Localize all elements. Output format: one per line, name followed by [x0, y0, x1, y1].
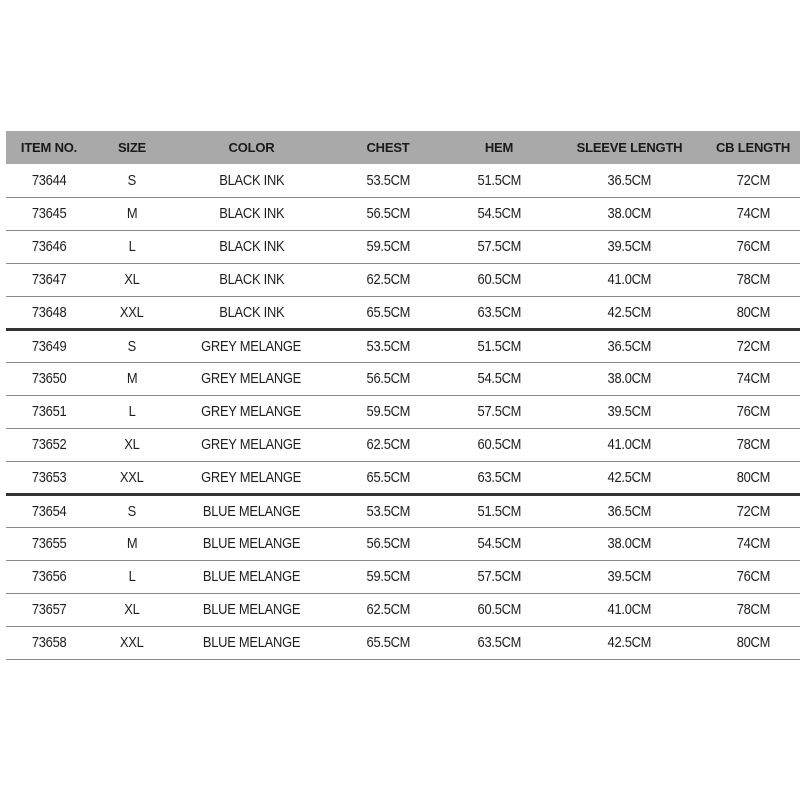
- item-no-value: 73652: [31, 436, 67, 453]
- chest-value: 65.5CM: [366, 468, 410, 486]
- chest-value: 53.5CM: [366, 171, 410, 189]
- hem-value: 57.5CM: [477, 403, 521, 420]
- cell-item-no: [6, 197, 92, 230]
- cell-cb-length: [706, 527, 800, 560]
- size-value: L: [128, 403, 136, 420]
- color-value: BLACK INK: [218, 303, 285, 321]
- cell-chest: [331, 230, 445, 263]
- sleeve-length-value: 41.0CM: [607, 601, 652, 618]
- cell-size: [92, 164, 172, 197]
- size-value: XXL: [120, 634, 144, 651]
- sleeve-length-value: 36.5CM: [607, 502, 652, 520]
- item-no-value: 73657: [31, 601, 67, 618]
- cell-sleeve-length: [553, 197, 706, 230]
- cell-color: [172, 296, 331, 329]
- cell-hem: [445, 395, 553, 428]
- sleeve-length-value: 41.0CM: [607, 271, 652, 288]
- size-value: M: [126, 205, 138, 222]
- cb-length-value: 74CM: [736, 205, 770, 222]
- hem-value: 63.5CM: [477, 303, 521, 321]
- cell-cb-length: [706, 395, 800, 428]
- cb-length-value: 72CM: [736, 502, 770, 520]
- cell-color: [172, 494, 331, 527]
- cell-item-no: [6, 626, 92, 659]
- chest-value: 65.5CM: [366, 634, 410, 651]
- size-value: M: [126, 370, 138, 387]
- cell-hem: [445, 626, 553, 659]
- cell-chest: [331, 197, 445, 230]
- cell-item-no: [6, 593, 92, 626]
- sleeve-length-value: 39.5CM: [607, 238, 652, 255]
- color-value: BLACK INK: [218, 238, 285, 255]
- cb-length-value: 80CM: [736, 303, 770, 321]
- item-no-value: 73655: [31, 535, 67, 552]
- color-value: BLACK INK: [218, 271, 285, 288]
- cell-hem: [445, 230, 553, 263]
- cell-chest: [331, 428, 445, 461]
- chest-value: 62.5CM: [366, 601, 410, 618]
- size-value: L: [128, 238, 136, 255]
- cb-length-value: 80CM: [736, 468, 770, 486]
- chest-value: 53.5CM: [366, 337, 410, 355]
- header-cb-length: CB LENGTH: [715, 140, 791, 155]
- size-value: XL: [124, 601, 140, 618]
- cb-length-value: 74CM: [736, 535, 770, 552]
- cell-chest: [331, 263, 445, 296]
- cell-chest: [331, 527, 445, 560]
- cell-chest: [331, 560, 445, 593]
- header-chest: CHEST: [366, 140, 410, 155]
- color-value: BLACK INK: [218, 171, 285, 189]
- cell-hem: [445, 593, 553, 626]
- cell-hem: [445, 560, 553, 593]
- cell-size: [92, 461, 172, 494]
- chest-value: 62.5CM: [366, 271, 410, 288]
- cell-size: [92, 362, 172, 395]
- header-size: SIZE: [117, 140, 147, 155]
- color-value: GREY MELANGE: [201, 403, 302, 420]
- hem-value: 63.5CM: [477, 468, 521, 486]
- cell-color: [172, 626, 331, 659]
- size-value: S: [127, 502, 137, 520]
- cell-size: [92, 296, 172, 329]
- cell-cb-length: [706, 329, 800, 362]
- size-value: S: [127, 171, 137, 189]
- item-no-value: 73658: [31, 634, 67, 651]
- table-row: [6, 164, 800, 197]
- cell-item-no: [6, 230, 92, 263]
- cell-chest: [331, 329, 445, 362]
- cell-item-no: [6, 395, 92, 428]
- cell-color: [172, 329, 331, 362]
- cell-sleeve-length: [553, 230, 706, 263]
- chest-value: 56.5CM: [366, 370, 410, 387]
- cell-color: [172, 362, 331, 395]
- cell-hem: [445, 296, 553, 329]
- size-value: S: [127, 337, 137, 355]
- table-row: [6, 494, 800, 527]
- sleeve-length-value: 42.5CM: [607, 303, 652, 321]
- color-value: BLUE MELANGE: [202, 535, 301, 552]
- cb-length-value: 76CM: [736, 403, 770, 420]
- item-no-value: 73647: [31, 271, 67, 288]
- header-hem: HEM: [484, 140, 514, 155]
- hem-value: 54.5CM: [477, 205, 521, 222]
- cell-sleeve-length: [553, 263, 706, 296]
- hem-value: 54.5CM: [477, 370, 521, 387]
- table-row: [6, 626, 800, 659]
- hem-value: 51.5CM: [477, 337, 521, 355]
- cell-size: [92, 593, 172, 626]
- cell-cb-length: [706, 626, 800, 659]
- table-row: [6, 461, 800, 494]
- cb-length-value: 78CM: [736, 271, 770, 288]
- cell-item-no: [6, 263, 92, 296]
- item-no-value: 73645: [31, 205, 67, 222]
- cell-sleeve-length: [553, 164, 706, 197]
- sleeve-length-value: 38.0CM: [607, 535, 652, 552]
- cell-chest: [331, 395, 445, 428]
- table-row: [6, 263, 800, 296]
- sleeve-length-value: 36.5CM: [607, 171, 652, 189]
- table-row: [6, 329, 800, 362]
- cell-sleeve-length: [553, 296, 706, 329]
- table-body: [6, 164, 800, 659]
- cell-sleeve-length: [553, 428, 706, 461]
- cell-color: [172, 593, 331, 626]
- color-value: GREY MELANGE: [201, 370, 302, 387]
- cell-chest: [331, 164, 445, 197]
- header-color: COLOR: [228, 140, 275, 155]
- color-value: BLUE MELANGE: [202, 634, 301, 651]
- cell-cb-length: [706, 164, 800, 197]
- cell-chest: [331, 593, 445, 626]
- chest-value: 59.5CM: [366, 568, 410, 585]
- chest-value: 59.5CM: [366, 238, 410, 255]
- cb-length-value: 76CM: [736, 568, 770, 585]
- cb-length-value: 78CM: [736, 601, 770, 618]
- cell-size: [92, 626, 172, 659]
- color-value: BLACK INK: [218, 205, 285, 222]
- cell-item-no: [6, 428, 92, 461]
- size-value: XXL: [120, 468, 144, 486]
- color-value: GREY MELANGE: [201, 436, 302, 453]
- sleeve-length-value: 39.5CM: [607, 403, 652, 420]
- cell-size: [92, 329, 172, 362]
- table-row: [6, 593, 800, 626]
- color-value: GREY MELANGE: [201, 337, 302, 355]
- cell-item-no: [6, 362, 92, 395]
- table-row: [6, 362, 800, 395]
- cell-sleeve-length: [553, 395, 706, 428]
- cell-sleeve-length: [553, 461, 706, 494]
- cell-hem: [445, 197, 553, 230]
- cell-color: [172, 197, 331, 230]
- cell-color: [172, 395, 331, 428]
- cell-chest: [331, 296, 445, 329]
- color-value: GREY MELANGE: [201, 468, 302, 486]
- color-value: BLUE MELANGE: [202, 502, 301, 520]
- item-no-value: 73651: [31, 403, 67, 420]
- cell-color: [172, 164, 331, 197]
- hem-value: 60.5CM: [477, 601, 521, 618]
- size-value: XXL: [120, 303, 144, 321]
- table-row: [6, 230, 800, 263]
- cb-length-value: 80CM: [736, 634, 770, 651]
- hem-value: 63.5CM: [477, 634, 521, 651]
- cell-sleeve-length: [553, 527, 706, 560]
- cell-size: [92, 197, 172, 230]
- cell-cb-length: [706, 362, 800, 395]
- cell-cb-length: [706, 263, 800, 296]
- cell-hem: [445, 428, 553, 461]
- cell-hem: [445, 362, 553, 395]
- header-sleeve-length: SLEEVE LENGTH: [576, 140, 683, 155]
- cell-sleeve-length: [553, 329, 706, 362]
- hem-value: 57.5CM: [477, 568, 521, 585]
- cell-chest: [331, 461, 445, 494]
- cell-size: [92, 230, 172, 263]
- cell-color: [172, 428, 331, 461]
- cell-hem: [445, 461, 553, 494]
- table-row: [6, 296, 800, 329]
- sleeve-length-value: 38.0CM: [607, 370, 652, 387]
- item-no-value: 73649: [31, 337, 67, 355]
- cell-item-no: [6, 164, 92, 197]
- chest-value: 56.5CM: [366, 535, 410, 552]
- cell-sleeve-length: [553, 593, 706, 626]
- cell-sleeve-length: [553, 362, 706, 395]
- size-chart-table: [6, 131, 800, 660]
- size-value: M: [126, 535, 138, 552]
- hem-value: 60.5CM: [477, 271, 521, 288]
- cb-length-value: 72CM: [736, 337, 770, 355]
- sleeve-length-value: 36.5CM: [607, 337, 652, 355]
- hem-value: 51.5CM: [477, 171, 521, 189]
- hem-value: 54.5CM: [477, 535, 521, 552]
- sleeve-length-value: 42.5CM: [607, 634, 652, 651]
- hem-value: 57.5CM: [477, 238, 521, 255]
- color-value: BLUE MELANGE: [202, 568, 301, 585]
- cell-cb-length: [706, 560, 800, 593]
- cell-item-no: [6, 329, 92, 362]
- color-value: BLUE MELANGE: [202, 601, 301, 618]
- chest-value: 65.5CM: [366, 303, 410, 321]
- cell-color: [172, 230, 331, 263]
- cell-size: [92, 560, 172, 593]
- item-no-value: 73648: [31, 303, 67, 321]
- cell-item-no: [6, 494, 92, 527]
- cell-cb-length: [706, 494, 800, 527]
- cb-length-value: 72CM: [736, 171, 770, 189]
- size-value: XL: [124, 271, 140, 288]
- sleeve-length-value: 42.5CM: [607, 468, 652, 486]
- cell-cb-length: [706, 428, 800, 461]
- chest-value: 59.5CM: [366, 403, 410, 420]
- cell-sleeve-length: [553, 494, 706, 527]
- cell-color: [172, 461, 331, 494]
- cell-hem: [445, 164, 553, 197]
- cell-cb-length: [706, 461, 800, 494]
- cell-item-no: [6, 296, 92, 329]
- cb-length-value: 74CM: [736, 370, 770, 387]
- table-row: [6, 197, 800, 230]
- cell-chest: [331, 494, 445, 527]
- sleeve-length-value: 39.5CM: [607, 568, 652, 585]
- cell-size: [92, 263, 172, 296]
- cell-hem: [445, 263, 553, 296]
- cell-hem: [445, 527, 553, 560]
- table-row: [6, 527, 800, 560]
- cell-chest: [331, 362, 445, 395]
- sleeve-length-value: 38.0CM: [607, 205, 652, 222]
- item-no-value: 73656: [31, 568, 67, 585]
- cell-cb-length: [706, 230, 800, 263]
- chest-value: 56.5CM: [366, 205, 410, 222]
- cell-cb-length: [706, 197, 800, 230]
- cell-size: [92, 527, 172, 560]
- cell-hem: [445, 329, 553, 362]
- size-value: L: [128, 568, 136, 585]
- cell-item-no: [6, 560, 92, 593]
- header-item-no: ITEM NO.: [20, 140, 78, 155]
- table-header-row: [6, 131, 800, 164]
- table-row: [6, 395, 800, 428]
- item-no-value: 73646: [31, 238, 67, 255]
- item-no-value: 73650: [31, 370, 67, 387]
- cell-cb-length: [706, 296, 800, 329]
- cell-sleeve-length: [553, 560, 706, 593]
- cb-length-value: 76CM: [736, 238, 770, 255]
- table-row: [6, 560, 800, 593]
- cell-color: [172, 263, 331, 296]
- size-value: XL: [124, 436, 140, 453]
- cell-size: [92, 395, 172, 428]
- cell-item-no: [6, 527, 92, 560]
- table-row: [6, 428, 800, 461]
- item-no-value: 73654: [31, 502, 67, 520]
- sleeve-length-value: 41.0CM: [607, 436, 652, 453]
- hem-value: 51.5CM: [477, 502, 521, 520]
- item-no-value: 73653: [31, 468, 67, 486]
- cell-sleeve-length: [553, 626, 706, 659]
- cell-hem: [445, 494, 553, 527]
- cell-size: [92, 428, 172, 461]
- cell-size: [92, 494, 172, 527]
- cell-color: [172, 560, 331, 593]
- cb-length-value: 78CM: [736, 436, 770, 453]
- cell-cb-length: [706, 593, 800, 626]
- chest-value: 53.5CM: [366, 502, 410, 520]
- chest-value: 62.5CM: [366, 436, 410, 453]
- hem-value: 60.5CM: [477, 436, 521, 453]
- cell-chest: [331, 626, 445, 659]
- cell-item-no: [6, 461, 92, 494]
- item-no-value: 73644: [31, 171, 67, 189]
- cell-color: [172, 527, 331, 560]
